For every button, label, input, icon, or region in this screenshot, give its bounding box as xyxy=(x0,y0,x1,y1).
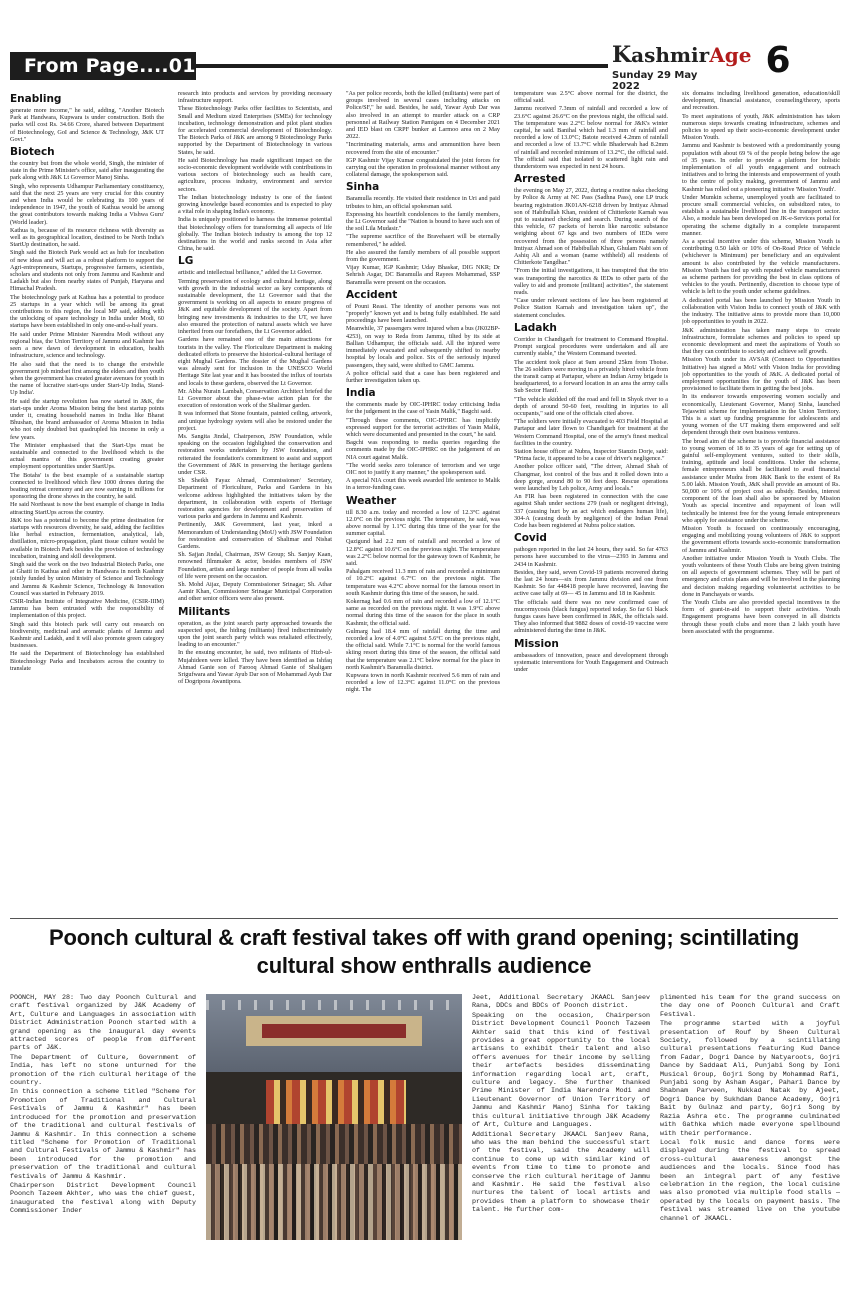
article-heading: Weather xyxy=(346,494,397,507)
article-paragraph: Corridor in Chandigarh for treatment to Command Hospital. Prompt surgical procedures were undertaken and all are currently stable," the Western Command tweeted. xyxy=(514,335,668,358)
article-paragraph: To meet aspirations of youth, J&K administration has taken numerous steps towards creating infrastructure, schemes and policies to speed up their socio-economic development under Mission Youth. xyxy=(682,112,840,142)
article-paragraph: Bagchi was responding to media queries regarding the comments made by the OIC-IPHRC on the judgement of an NIA court against Malik. xyxy=(346,439,500,461)
article-paragraph: "Case under relevant sections of law has been registered at Police Station Karnah and investigation taken up", the statement concludes. xyxy=(514,297,668,319)
lead-story-paragraph: Local folk music and dance forms were displayed during the festival to spread cross-cultural awareness amongst the audiences and the locals. Since food has been an integral part of any festive celebration in the region, the local cuisine was also promoted via multiple food stalls — operated by the locals on payment basis. The festival was streamed live on the youtube channel of JKAACL. xyxy=(660,1138,840,1223)
page-number: 6 xyxy=(765,40,791,81)
article-paragraph: pathogen reported in the last 24 hours, they said. So far 4763 persons have succumbed to the virus—2393 in Jammu and 2434 in Kashmir. xyxy=(514,546,668,568)
article-paragraph: the comments made by OIC-IPHRC today criticising India for the judgement in the case of Yasin Malik," Bagchi said. xyxy=(346,401,500,416)
article-paragraph: The Minister emphasised that the Start-Ups must be sustainable and connected to the livelihood which is the actual mantra of this government creating greater employment opportunities under StartUps. xyxy=(10,441,164,471)
article-paragraph: Ms. Sangita Jindal, Chairperson, JSW Foundation, while speaking on the occasion highlighted the conservation and restoration works undertaken by JSW foundation, and reiterated the foundation's commitment to assist and support the Government of J&K in preserving the heritage gardens under CSR. xyxy=(178,432,332,476)
article-heading: Biotech xyxy=(10,146,55,159)
article-paragraph: A special NIA court this week awarded life sentence to Malik in a terror-funding case. xyxy=(346,477,500,492)
article-paragraph: ambassadors of innovation, peace and development through systematic interventions for Youth Engagement and Outreach under xyxy=(514,651,668,674)
article-paragraph: "As per police records, both the killed (militants) were part of groups involved in several cases including attacks on Police/SF," he said. Besides, he said, Yawar Ayub Dar was also involved in an attempt to murder attack on a CRP personnel at Railway Station Pamigam on 4 December 2021 and IED blast on CRPF bunker at Larmoo area on 2 May 2022. xyxy=(346,90,500,141)
article-paragraph: It was informed that Stone fountain, painted ceiling, artwork, and unique hydrology system will also be restored under the project. xyxy=(178,410,332,432)
article-paragraph: the country but from the whole world, Singh, the minister of state in the Prime Minister's office, said after inaugurating the park along with J&K Lt Governor Manoj Sinha. xyxy=(10,160,164,182)
article-paragraph: the evening on May 27, 2022, during a routine naka checking by Police & Army at NC Pass (Sadhna Pass), one LP truck bearing registration JK01AN-6218 driven by Imtiyaz Ahmad son of Habibullah Khan, resident of Chitterkote Karnah was put to sustained checking and search. During search of the this vehicle, 67 packets of heroin like narcotic substance weighing about 67 kgs and two numbers of IEDs were recovered from the possession of three persons namely Imtiyaz Ahmad son of Habibullah Khan, Ghulam Nabi son of Ashiq Ali and a woman (name withheld) all residents of Chitterkote Tangdhar." xyxy=(514,187,668,267)
lead-story-paragraph: Jeet, Additional Secretary JKAACL Sanjeev Rana, DDCs and BDCs of Poonch district. xyxy=(472,994,650,1011)
article-paragraph: Under Mumkin scheme, unemployed youth are facilitated to procure small commercial vehicles, on subsidized rates, to establish a sustainable livelihood line in the transport sector. Also, a module has been developed on JK-e-Services portal for operating the scheme digitally in a complete transparent manner. xyxy=(682,193,840,237)
article-paragraph: Another initiative under Mission Youth is Youth Clubs. The youth volunteers of these Youth Clubs are being given training on all aspects of government schemes. They will be part of emergency and crisis plans and will be involved in the planning and decision making regarding volunteerist activities to be done in Panchayats or wards. xyxy=(682,554,840,598)
lead-story-paragraph: The programme started with a joyful presentation of Rouf by Sheen Cultural Society, followed by a scintillating cultural presentations featuring Kud Dance from Fadar, Dogri Dance by Natyaroots, Gojri Dance by Saddaat Ali, Punjabi Song by Ioni Musical Group, Gojri Song by Mohammad Rafi, Punjabi song by Asham Asgar, Pahari Dance by Shabnam Parveen, Nukkad Natak by Ajeet, Dogri Dance by Sukhdam Dance Academy, Gojri Bait by Gulnaz and party, Gojri Song by Razia Ashra etc. The programme culminated with Gathka which made everyone spellbound with their performance. xyxy=(660,1020,840,1138)
article-paragraph: temperature was 2.5°C above normal for the district, the official said. xyxy=(514,90,668,105)
lead-story-paragraph: Additional Secretary JKAACL Sanjeev Rana, who was the man behind the successful start of the festival, said the Academy will continue to come up with similar kind of events from time to time to promote and conserve the rich cultural heritage of Jammu and Kashmir. He said the festival also nurtures the talent of local artists and provides them a platform to showcase their talent. He further com- xyxy=(472,1130,650,1215)
article-paragraph: "Through these comments, OIC-IPHRC has implicitly expressed support for the terrorist activities of Yasin Malik, which were documented and presented in the court," he said. xyxy=(346,416,500,438)
article-paragraph: He said under Prime Minister Narendra Modi without any regional bias, the Union Territory of Jammu and Kashmir has seen a new dawn of development in education, health infrastructure, science and technology. xyxy=(10,330,164,360)
article-paragraph: Qazigund had 2.2 mm of rainfall and recorded a low of 12.8°C against 10.6°C on the previous night. The temperature was 2.2°C below normal for the gateway town of Kashmir, he said. xyxy=(346,538,500,567)
article-paragraph: Pahalgam received 11.3 mm of rain and recorded a minimum of 10.2°C against 6.7°C on the previous night. The temperature was 4.2°C above normal for the famous resort in south Kashmir during this time of the season, he said. xyxy=(346,568,500,597)
lead-story xyxy=(10,994,840,1284)
article-paragraph: Sh Sheikh Fayaz Ahmad, Commissioner/ Secretary, Department of Floriculture, Parks and Gardens in his welcome address highlighted the initiatives taken by the department, in collaboration with experts of Heritage restoration agencies for development and preservation of various parks and gardens in Jammu and Kashmir. xyxy=(178,477,332,521)
article-paragraph: Station house officer at Nubra, Inspector Stanzin Dorje, said: "Prima facie, it appeared to be a case of driver's negligence." xyxy=(514,447,668,463)
article-paragraph: till 8.30 a.m. today and recorded a low of 12.3°C against 12.0°C on the previous night. The temperature, he said, was above normal by 1.1°C during this time of the year for the summer capital. xyxy=(346,508,500,538)
article-paragraph: Mission Youth is focused on continuously encouraging, engaging and mobilizing young volunteers of J&K to support the government efforts towards socio-economic transformation of Jammu and Kashmir. xyxy=(682,524,840,554)
festival-photo xyxy=(206,994,462,1240)
article-paragraph: Pertinently, J&K Government, last year, inked a Memorandum of Understanding (MoU) with JSW Foundation for restoration and conservation of Shalimar and Nishat Gardens. xyxy=(178,521,332,550)
column-4 xyxy=(514,90,668,910)
masthead xyxy=(612,42,752,92)
article-paragraph: six domains including livelihood generation, education/skill development, financial assistance, counseling/theory, sports and recreation. xyxy=(682,90,840,112)
article-paragraph: Expressing his heartfelt condolences to the family members, the Lt Governor said the "Nation is bound to have such son of the soil Lila Mudasir." xyxy=(346,210,500,233)
article-paragraph: An FIR has been registered in connection with the case against Shah under sections 279 (rash or negligent driving), 337 (causing hurt by an act which endangers human life), 304-A (causing death by negligence) of the Indian Penal Code has been registered at Nubra police station. xyxy=(514,493,668,529)
article-paragraph: Another police officer said, "The driver, Ahmad Shah of Changmar, lost control of the bus and it rolled down into a deep gorge, around 80 to 90 feet deep. Rescue operations were launched by Leh police, Army and locals." xyxy=(514,463,668,492)
column-1 xyxy=(10,90,164,910)
article-heading: Enabling xyxy=(10,93,62,105)
article-paragraph: Jammu and Kashmir is bestowed with a predominantly young population with about 69 % of the people being below the age of 35 years. In order to provide a platform for holistic implementation of all youth engagement and outreach initiatives and to bring the interests and empowerment of youth to the centre of policy making, government of Jammu and Kashmir has rolled out a pioneering initiative 'Mission Youth'. xyxy=(682,142,840,193)
article-paragraph: These Biotechnology Parks offer facilities to Scientists, and Small and Medium sized Enterprises (SMEs) for technology incubation, technology demonstration and pilot plant studies for accelerated commercial development of Biotechnology. The Biotech Parks of J&K are among 9 Biotechnology Parks supported by the Department of Biotechnology in various States, he said. xyxy=(178,105,332,156)
lead-story-paragraph: POONCH, MAY 28: Two day Poonch Cultural and craft festival organized by J&K Academy of Art, Culture and Languages in association with District Administration Poonch started with a grand opening as the inaugural day events attracted scores of people from different parts of J&K. xyxy=(10,994,196,1053)
article-paragraph: The Indian biotechnology industry is one of the fastest growing knowledge based economies and is expected to play a vital role in shaping India's economy. xyxy=(178,193,332,216)
article-paragraph: CSIR-Indian Institute of Integrative Medicine, (CSIR-IIIM) Jammu has been entrusted with the responsibility of implementation of this project. xyxy=(10,598,164,620)
article-paragraph: He also assured the family members of all possible support from the government. xyxy=(346,248,500,264)
article-paragraph: Mission Youth under its AVSAR (Connect to Opportunities Initiative) has signed a MoU with Vision India for providing job opportunities to the youth of J&K. A dedicated portal of employment opportunities for the youth of J&K has been provisioned to facilitate them in getting the best jobs. xyxy=(682,356,840,393)
article-paragraph: Kokernag had 0.6 mm of rain and recorded a low of 12.1°C same as recorded on the previous night. It was 1.9°C above normal during this time of the season for the place in south Kashmir, the official said. xyxy=(346,597,500,627)
article-paragraph: He said the startup revolution has now started in J&K, the start-ups under Aroma Mission being the best startup points under it, creating household names in India like Bharat Bhushan, the brand ambassador of Aroma Mission in India who not only doubted but quadrupled his income in only a few years. xyxy=(10,397,164,441)
article-heading: LG xyxy=(178,255,194,268)
column-3 xyxy=(346,90,500,910)
article-paragraph: Meanwhile, 37 passengers were injured when a bus (JK02BP-4253), on way to Reda from Jammu, tilted by its side at Ballian Udhampur, the officials said. All the injured were immediately evacuated and subsequently shifted to nearby hospital by locals and police. Six of the seriously injured passengers, they said, were shifted to GMC Jammu. xyxy=(346,325,500,369)
article-paragraph: Vijay Kumar, IGP Kashmir; Uday Bhaskar, DIG NKR; Dr Sehrish Asgar, DC Baramulla and Rayees Mohammad, SSP Baramulla were present on the occasion. xyxy=(346,264,500,286)
article-heading: Ladakh xyxy=(514,321,557,334)
article-heading: Sinha xyxy=(346,181,380,194)
lead-story-paragraph: Chairperson District Development Council Poonch Tazeem Akhter, who was the chief guest, inaugurated the festival along with Deputy Commissioner Inder xyxy=(10,1181,196,1216)
article-paragraph: As a special incentive under this scheme, Mission Youth is contributing 0.50 lakh or 10% of On-Road Price of Vehicle (whichever is Minimum) per beneficiary and an equivalent amount is also contributed by the vehicle manufacturers. Mission Youth has tied up with reputed vehicle manufacturers as scheme partners for providing the best in class options of vehicles to the youth. Pertinently, discretion to choose type of vehicle is left to the youth under scheme guidelines. xyxy=(682,238,840,296)
article-paragraph: Singh said this biotech park will carry out research on biodiversity, medicinal and aromatic plants of Jammu and Kashmir and Ladakh, and it will also promote green category businesses. xyxy=(10,620,164,650)
article-paragraph: Mr. Abha Nurain Lambah, Conservation Architect briefed the Lt Governor about the phase-wise action plan for the execution of restoration work of the Shalimar garden. xyxy=(178,387,332,410)
article-paragraph: He said Biotechnology has made significant impact on the socio-economic development worldwide with contributions in various sectors of biotechnology such as health care, agriculture, process industry, environment and service sectors. xyxy=(178,156,332,193)
lead-story-column-2 xyxy=(472,994,650,1284)
article-paragraph: "Incriminating materials, arms and ammunition have been recovered from the site of encounter." xyxy=(346,141,500,156)
page-header xyxy=(0,0,848,92)
lead-headline: Poonch cultural & craft festival takes off with grand opening; scintillating cultural show enthralls audience xyxy=(49,925,799,978)
article-paragraph: of Pouni Reasi. The identity of another persons was not "properly" known yet and is being fully established. He said proceedings have been launched. xyxy=(346,302,500,325)
article-paragraph: Kathua is, because of its resource richness with diversity as well as its geographical location, destined to be North India's StartUp destination, he said. xyxy=(10,226,164,249)
lead-story-column-3 xyxy=(660,994,840,1284)
article-paragraph: The officials said there was no new confirmed case of mucormycosis (black fungus) reported today. So far 61 black fungus cases have been confirmed in J&K, the officials said. They also informed that 9882 doses of covid-19 vaccine were administered during the time in J&K. xyxy=(514,598,668,635)
lead-story-paragraph: The Department of Culture, Government of India, has left no stone unturned for the promotion of the rich cultural heritage of the country. xyxy=(10,1053,196,1088)
article-heading: Militants xyxy=(178,605,231,618)
article-heading: Covid xyxy=(514,532,547,545)
lead-story-paragraph: Speaking on the occasion, Chairperson District Development Council Poonch Tazeem Akhter said that this kind of festival provides a great opportunity to the local artisans to exhibit their talent and also offers avenues for their income by selling their artefacts besides disseminating information regarding local art, craft, culture and legacy. She further thanked Prime Minister of India Narendra Modi and Lieutenant Governor of Union Territory of Jammu and Kashmir Manoj Sinha for taking this cultural initiative through J&K Academy of Art, Culture and Languages. xyxy=(472,1011,650,1130)
article-heading: India xyxy=(346,387,376,400)
lead-story-paragraph: plimented his team for the grand success on the day one of Poonch Cultural and Craft Festival. xyxy=(660,994,840,1019)
article-paragraph: The Youth Clubs are also provided special incentives in the form of grant-in-aid to support their activities. Youth Engagement programs have been conveyed in all districts through these youth clubs and more than 2 lakh youth have been associated with the programme. xyxy=(682,599,840,635)
article-paragraph: Besides, they said, seven Covid-19 patients recovered during the last 24 hours—six from Jammu division and one from Kashmir. So far 448418 people have recovered, leaving the active case tally at 69— 45 in Jammu and 18 in Kashmir. xyxy=(514,568,668,598)
issue-date: Sunday 29 May 2022 xyxy=(612,70,698,92)
article-paragraph: Singh said the work on the two Industrial Biotech Parks, one at Ghatti in Kathua and other in Handwara in north Kashmir jointly funded by union Ministry of Science and Technology and Jammu & Kashmir Science, Technology & Innovation Council was started in February 2019. xyxy=(10,560,164,597)
article-paragraph: A police official said that a case has been registered and further investigation taken up. xyxy=(346,369,500,384)
article-heading: Mission xyxy=(514,637,559,650)
article-paragraph: He said the Department of Biotechnology has established Biotechnology Parks and Incubators across the country to translate xyxy=(10,650,164,672)
article-paragraph: "The world seeks zero tolerance of terrorism and we urge OIC not to justify it any manner," the spokesperson said. xyxy=(346,461,500,476)
article-paragraph: "The soldiers were initially evacuated to 403 Field Hospital at Partapur and later flown to Chandigarh for treatment at the Western Command Hospital, one of the army's finest medical facilities in the country. xyxy=(514,418,668,447)
article-paragraph: "The vehicle skidded off the road and fell in Shyok river to a depth of around 50-60 feet, resulting in injuries to all occupants," said one of the officials cited above. xyxy=(514,395,668,417)
article-paragraph: J&K too has a potential to become the prime destination for startups with resources diversity, he said, adding the facilities like herbal extraction, fermentation, analytical, lab, distillation, micro-propagation, plant tissue culture would be available in Biotech Park besides the provision of technology incubation, training and skill development. xyxy=(10,516,164,560)
article-paragraph: J&K administration has taken many steps to create infrastructure, formulate schemes and policies to speed up economic development and meet the aspirations of Youth so that they can contribute to society and achieve self growth. xyxy=(682,326,840,356)
article-paragraph: Jammu received 7.3mm of rainfall and recorded a low of 23.6°C against 26.6°C on the previous night, the official said. The temperature was 2.2°C below normal for J&K's winter capital, he said. Banihal which had 1.3 mm of rainfall and recorded a low of 13.0°C; Batote received 4.2mm of rainfall and recorded a low of 13.7°C while Bhaderwah had 8.2mm of rainfall and recorded minimum of 13.2°C, the official said. The official said that isolated to scattered light rain and thunderstorm was expected in next 24 hours. xyxy=(514,105,668,171)
article-paragraph: In the ensuing encounter, he said, two militants of Hizb-ul-Mujahideen were killed. They have been identified as Ishfaq Ahmad Ganie son of Farooq Ahmad Ganie of Shaligam Srigufwara and Yawar Ayub Dar son of Mohammad Ayub Dar of Dogripora Awantipora. xyxy=(178,649,332,686)
section-divider xyxy=(10,918,838,919)
column-5 xyxy=(682,90,840,910)
article-heading: Arrested xyxy=(514,173,566,186)
article-paragraph: "The supreme sacrifice of the Bravehaert will be eternally remembered," he added. xyxy=(346,233,500,248)
article-paragraph: Sh. Mohd Aijaz, Deputy Commissioner Srinagar; Sh. Athar Aamir Khan, Commissioner Srinagar Municipal Corporation and other senior officers were also present. xyxy=(178,581,332,603)
article-paragraph: India is uniquely positioned to harness the immense potential that biotechnology offers for transforming all aspects of life globally. The Indian biotech industry is among the top 12 destinations in the world and ranks second in Asia after China, he said. xyxy=(178,216,332,253)
lead-story-column-1 xyxy=(10,994,196,1284)
article-paragraph: The accident took place at 9am around 25km from Thoise. The 26 soldiers were moving in a privately hired vehicle from the transit camp at Partapur, where an Indian Army brigade is headquartered, to a forward location in an area the army calls Sub Sector Hanif. xyxy=(514,358,668,395)
article-paragraph: Kupwara town in north Kashmir received 5.6 mm of rain and recorded a low of 12.3°C against 11.0°C on the previous night. The xyxy=(346,672,500,694)
header-rule xyxy=(196,64,608,68)
article-columns xyxy=(10,90,840,910)
section-banner: From Page....01 xyxy=(10,52,196,80)
article-paragraph: artistic and intellectual brilliance," added the Lt Governor. xyxy=(178,269,323,277)
article-paragraph: research into products and services by providing necessary infrastructure support. xyxy=(178,90,332,105)
lead-story-paragraph: In this connection a scheme titled "Scheme for Promotion of Traditional and Cultural Festivals of Jammu & Kashmir" has been introduced for the promotion and preservation of the traditional and cultural festivals of Jammu & Kashmir. In this connection a scheme titled "Scheme for Promotion of Traditional and Cultural Festivals of Jammu & Kashmir" has been introduced for the promotion and preservation of the traditional and cultural festivals of Jammu & Kashmir. xyxy=(10,1088,196,1181)
article-paragraph: Sh. Sajjan Jindal, Chairman, JSW Group; Sh. Sanjay Kaan, renowned filmmaker & actor, besides members of JSW Foundation, artists and large number of people from all walks of life were present on the occasion. xyxy=(178,551,332,580)
article-paragraph: He said Northeast is now the best example of change in India attracting StartUps across the country. xyxy=(10,501,164,516)
article-heading: Accident xyxy=(346,288,398,301)
article-paragraph: In its endeavor towards empowering women socially and economically, Lieutenant Governor, Manoj Sinha, launched Tejaswini scheme for implementation in the Union Territory. This is a start up funding programme for adolescents and young women of the UT making them empowered and self dependent through their own business ventures. xyxy=(682,393,840,437)
article-paragraph: Singh said the Biotech Park would act as hub for incubation of new ideas and will act as a robust platform to support the Agri-entrepreneurs, Startups, progressive farmers, scientists, scholars and students not only from Jammu and Kashmir and Ladakh but also from nearby states of Punjab, Haryana and Himachal Pradesh. xyxy=(10,249,164,293)
article-paragraph: generate more income," he said, adding, "Another Biotech Park at Handwara, Kupwara is under construction. Both the parks will cost Rs. 34.66 Crore, shared between Department of Biotechnology, GoI and Science & Technology, J&K UT Govt." xyxy=(10,107,164,143)
article-paragraph: Singh, who represents Udhampur Parliamentary constituency, said that the next 25 years are very crucial for this country and when India would be celebrating its 100 years of independence in 1947, the youth of Kathua would be among the great contributors towards making India a Vishwa Guru' (World leader). xyxy=(10,182,164,226)
article-paragraph: The biotechnology park at Kathua has a potential to produce 25 startups in a year which will be among its great contributions to this region, the local MP said, adding with the unlocking of spare technology in India under Modi, 60 startups have been established in only one-and-a-half years. xyxy=(10,293,164,330)
article-paragraph: He also said that the need is to change the erstwhile government job mindset first among the elders and then youth when the government has created greater avenues for youth in the name of lucrative start-ups under Start-Up India, Stand-Up India'. xyxy=(10,360,164,397)
column-2 xyxy=(178,90,332,910)
masthead-logo: KashmirAge xyxy=(612,42,752,68)
article-paragraph: A dedicated portal has been launched by Mission Youth in collaboration with Vision India to connect youth of J&K with the industry. The initiative aims to provide more than 10,000 job opportunities to youth in 2022. xyxy=(682,296,840,326)
article-paragraph: The broad aim of the scheme is to provide financial assistance to young women of 18 to 35 years of age for setting up of gainful self-employment ventures, suited to their skills, training, aptitude and local conditions. Under the scheme, female entrepreneurs shall be facilitated to avail financial assistance under Mudra from J&K Bank to the extent of Rs 5.00 lakh. Mission Youth, J&K shall provide an amount of Rs. 50,000 or 10% of project cost as subsidy. Besides, interest component of the loan shall also be sponsored by Mission Youth as special incentive and repayment of loan will technically be interest free for the young female entrepreneurs who apply for assistance under the scheme. xyxy=(682,437,840,524)
article-paragraph: operation, as the joint search party approached towards the suspected spot, the hiding (militants) fired indiscriminately upon the joint search party which was retaliated effectively, leading to an encounter." xyxy=(178,619,332,649)
article-paragraph: Baramulla recently. He visited their residence in Uri and paid tributes to him, an official spokesman said. xyxy=(346,195,500,210)
article-paragraph: The Botahs' is the best example of a sustainable startup connected to livelihood which flew 1000 drones during the beating retreat ceremony and are now earning in millions for sponsoring the drone shows in the country, he said. xyxy=(10,471,164,501)
article-paragraph: IGP Kashmir Vijay Kumar congratulated the joint forces for carrying out the operation in professional manner without any collateral damage, the spokesperson said. xyxy=(346,156,500,179)
article-paragraph: "From the initial investigations, it has transpired that the trio was transporting the narcotics & IEDs to other parts of the valley to aid and promote [militant] activities", the statement reads. xyxy=(514,267,668,297)
article-paragraph: Gulmarg had 18.4 mm of rainfall during the time and recorded a low of 4.0°C against 5.6°C on the previous night, the official said. While 7.1°C is normal for the world famous skiing resort during this time of the season, the official said that the temperature was 2.1°C below normal for the place in north Kashmir's Baramulla district. xyxy=(346,627,500,671)
article-paragraph: Terming preservation of ecology and cultural heritage, along with growth in the industrial sector as key components of sustainable development, the Lt Governor said that the government is working on all aspects to ensure progress of J&K and equitable development of the society. Apart from bringing new investments & industries to the UT, we have also ensured the protection of natural assets which we have inherited from our forefathers, the Lt Governor added. xyxy=(178,277,332,336)
article-paragraph: Gardens have remained one of the main attractions for tourists in the valley. The Floriculture Department is making dedicated efforts to preserve the historical-cultural heritage of eight Mughal Gardens. The dossier of the Mughal Gardens was already sent for inclusion in the UNESCO World Heritage Site last year and it has boosted the influx of tourists and locals to these gardens, observed the Lt Governor. xyxy=(178,336,332,387)
